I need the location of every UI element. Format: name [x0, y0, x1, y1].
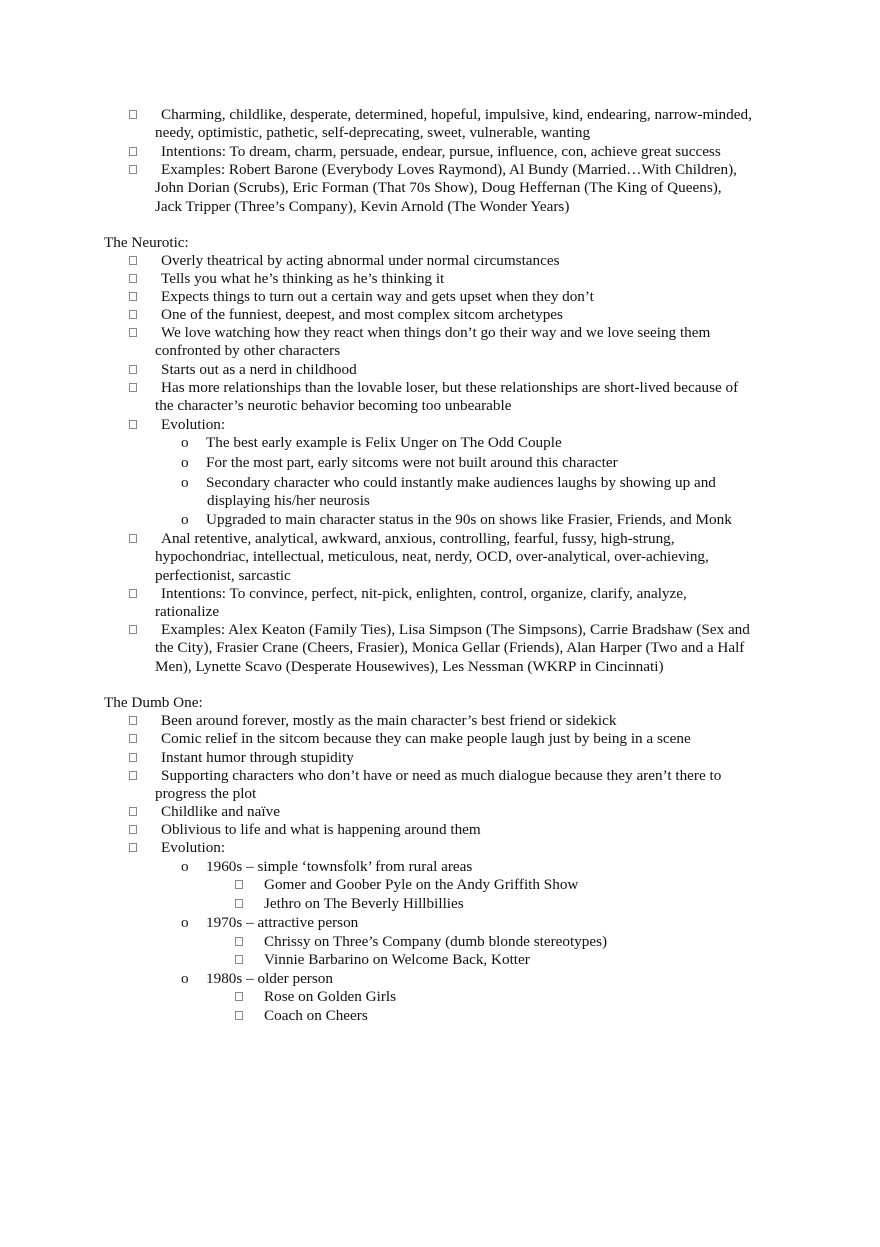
circle-bullet-icon: o — [181, 970, 189, 987]
square-bullet-icon — [129, 589, 137, 598]
square-bullet-icon — [129, 420, 137, 429]
square-bullet-icon — [129, 147, 137, 156]
square-bullet-icon — [129, 625, 137, 634]
circle-bullet-icon: o — [181, 914, 189, 931]
square-bullet-icon — [129, 292, 137, 301]
square-bullet-icon — [129, 843, 137, 852]
square-bullet-icon — [129, 165, 137, 174]
square-bullet-icon — [129, 716, 137, 725]
list-item-continuation: rationalize — [155, 603, 220, 620]
square-bullet-icon — [129, 807, 137, 816]
square-bullet-icon — [129, 534, 137, 543]
square-bullet-icon — [129, 753, 137, 762]
square-bullet-icon — [235, 1011, 243, 1020]
square-bullet-icon — [129, 274, 137, 283]
square-bullet-icon — [129, 383, 137, 392]
list-item-continuation: Men), Lynette Scavo (Desperate Housewives), Les Nessman (WKRP in Cincinnati) — [155, 658, 664, 675]
list-item-continuation: the character’s neurotic behavior becoming too unbearable — [155, 397, 512, 414]
list-item-continuation: needy, optimistic, pathetic, self-deprecating, sweet, vulnerable, wanting — [155, 124, 591, 141]
square-bullet-icon — [129, 310, 137, 319]
circle-bullet-icon: o — [181, 454, 189, 471]
list-item-continuation: John Dorian (Scrubs), Eric Forman (That 70s Show), Doug Heffernan (The King of Queens), — [155, 179, 722, 196]
section-heading: The Dumb One: — [104, 694, 203, 711]
square-bullet-icon — [129, 365, 137, 374]
list-item-continuation: the City), Frasier Crane (Cheers, Frasier), Monica Gellar (Friends), Alan Harper (Two and a Half — [155, 639, 745, 656]
square-bullet-icon — [129, 110, 137, 119]
sub-list-item-continuation: displaying his/her neurosis — [207, 492, 370, 509]
list-item-continuation: Jack Tripper (Three’s Company), Kevin Arnold (The Wonder Years) — [155, 198, 570, 215]
circle-bullet-icon: o — [181, 474, 189, 491]
circle-bullet-icon: o — [181, 858, 189, 875]
list-item-continuation: progress the plot — [155, 785, 257, 802]
square-bullet-icon — [129, 825, 137, 834]
square-bullet-icon — [235, 899, 243, 908]
section-heading: The Neurotic: — [104, 234, 189, 251]
list-item-continuation: hypochondriac, intellectual, meticulous, neat, nerdy, OCD, over-analytical, over-achieving, — [155, 548, 709, 565]
square-bullet-icon — [235, 955, 243, 964]
square-bullet-icon — [235, 992, 243, 1001]
document-page: Charming, childlike, desperate, determined, hopeful, impulsive, kind, endearing, narrow-minded, needy, optimistic, pathetic, self-deprecating, sweet, vulnerable, wanting Intentions: To dream, charm, persuade, endear, pursue, influence, con, achieve great success Examples: Robert Barone (Everybody Loves Raymond), Al Bundy (Married…With Children), John Dorian (Scrubs), Eric Forman (That 70s Show), Doug Heffernan (The King of Queens), Jack Tripper (Three’s Company), Kevin Arnold (The Wonder Years) The Neurotic: Overly theatrical by acting abnormal under normal circumstances Tells you what he’s thinking as he’s thinking it Expects things to turn out a certain way and gets upset when they don’t One of the funniest, deepest, and most complex sitcom archetypes We love watching how they react when things don’t go their way and we love seeing them confronted by other characters Starts out as a nerd in childhood Has more relationships than the lovable loser, but these relationships are short-lived because of the character’s neurotic behavior becoming too unbearable Evolution: o The best early example is Felix Unger on The Odd Couple o For the most part, early sitcoms were not built around this character o Secondary character who could instantly make audiences laughs by showing up and displaying his/her neurosis o Upgraded to main character status in the 90s on shows like Frasier, Friends, and Monk Anal retentive, analytical, awkward, anxious, controlling, fearful, fussy, high-strung, hypochondriac, intellectual, meticulous, neat, nerdy, OCD, over-analytical, over-achieving, perfectionist, sarcastic Intentions: To convince, perfect, nit-pick, enlighten, control, organize, clarify, analyze, rationalize Examples: Alex Keaton (Family Ties), Lisa Simpson (The Simpsons), Carrie Bradshaw (Sex and the City), Frasier Crane (Cheers, Frasier), Monica Gellar (Friends), Alan Harper (Two and a Half Men), Lynette Scavo (Desperate Housewives), Les Nessman (WKRP in Cincinnati) The Dumb One: Been around forever, mostly as the main character’s best friend or sidekick Comic relief in the sitcom because they can make people laugh just by being in a scene Instant humor through stupidity Supporting characters who don’t have or need as much dialogue because they aren’t there to progress the plot Childlike and naïve Oblivious to life and what is happening around them Evolution: o 1960s – simple ‘townsfolk’ from rural areas Gomer and Goober Pyle on the Andy Griffith Show Jethro on The Beverly Hillbillies o 1970s – attractive person Chrissy on Three’s Company (dumb blonde stereotypes) Vinnie Barbarino on Welcome Back, Kotter o 1980s – older person Rose on Golden Girls Coach on Cheers — [104, 106, 752, 1024]
square-bullet-icon — [129, 734, 137, 743]
square-bullet-icon — [129, 328, 137, 337]
square-bullet-icon — [129, 256, 137, 265]
square-bullet-icon — [235, 937, 243, 946]
circle-bullet-icon: o — [181, 511, 189, 528]
square-bullet-icon — [235, 880, 243, 889]
square-bullet-icon — [129, 771, 137, 780]
circle-bullet-icon: o — [181, 434, 189, 451]
list-item-continuation: confronted by other characters — [155, 342, 341, 359]
list-item-continuation: perfectionist, sarcastic — [155, 567, 291, 584]
